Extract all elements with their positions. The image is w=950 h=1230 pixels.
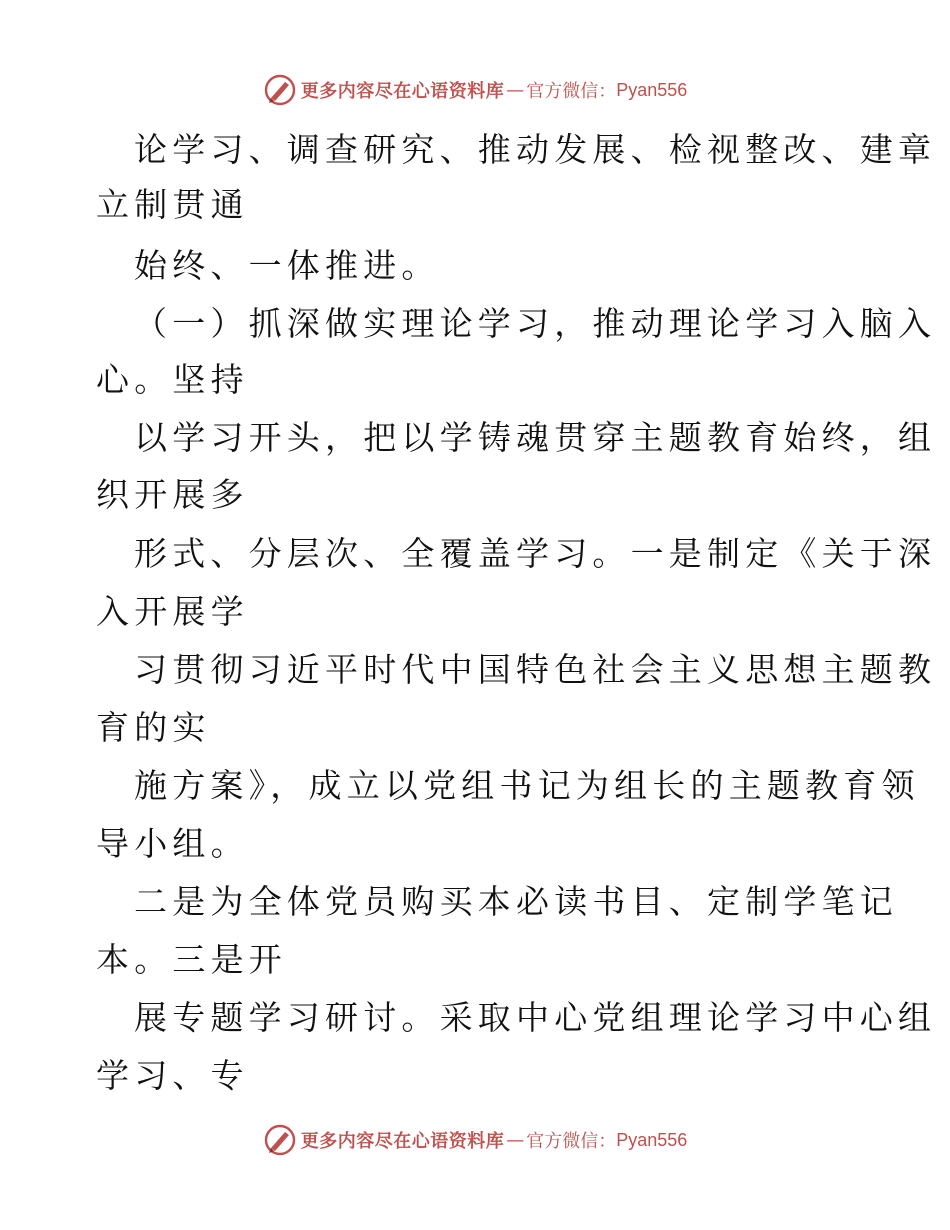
pen-logo-icon <box>263 1123 297 1157</box>
banner-brand: 更多内容尽在心语资料库 <box>300 1131 505 1152</box>
text-line: 心。坚持 <box>96 360 249 399</box>
text-line: 立制贯通 <box>96 185 249 224</box>
text-line: 施方案》，成立以党组书记为组长的主题教育领 <box>134 766 920 805</box>
text-line: 育的实 <box>96 708 211 747</box>
text-line: （一）抓深做实理论学习，推动理论学习入脑入 <box>134 304 937 343</box>
banner-brand: 更多内容尽在心语资料库 <box>300 81 505 102</box>
banner-handle: Pyan556 <box>616 1129 688 1150</box>
text-line: 二是为全体党员购买本必读书目、定制学笔记 <box>134 882 898 921</box>
banner-dash: — <box>506 79 525 101</box>
text-line: 本。三是开 <box>96 940 287 979</box>
text-line: 织开展多 <box>96 475 249 514</box>
pen-logo-icon <box>263 73 297 107</box>
text-line: 始终、一体推进。 <box>134 246 440 285</box>
banner-handle: Pyan556 <box>616 79 688 100</box>
text-line: 导小组。 <box>96 824 249 863</box>
text-line: 展专题学习研讨。采取中心党组理论学习中心组 <box>134 998 937 1037</box>
banner-wechat-label: 官方微信： <box>526 81 617 102</box>
text-line: 形式、分层次、全覆盖学习。一是制定《关于深 <box>134 534 937 573</box>
banner-dash: — <box>506 1129 525 1151</box>
text-line: 入开展学 <box>96 592 249 631</box>
banner-wechat-label: 官方微信： <box>526 1131 617 1152</box>
footer-banner <box>0 1120 950 1160</box>
text-line: 学习、专 <box>96 1056 249 1095</box>
text-line: 论学习、调查研究、推动发展、检视整改、建章 <box>134 130 937 169</box>
text-line: 以学习开头，把以学铸魂贯穿主题教育始终，组 <box>134 418 937 457</box>
header-banner <box>0 70 950 110</box>
text-line: 习贯彻习近平时代中国特色社会主义思想主题教 <box>134 650 937 689</box>
